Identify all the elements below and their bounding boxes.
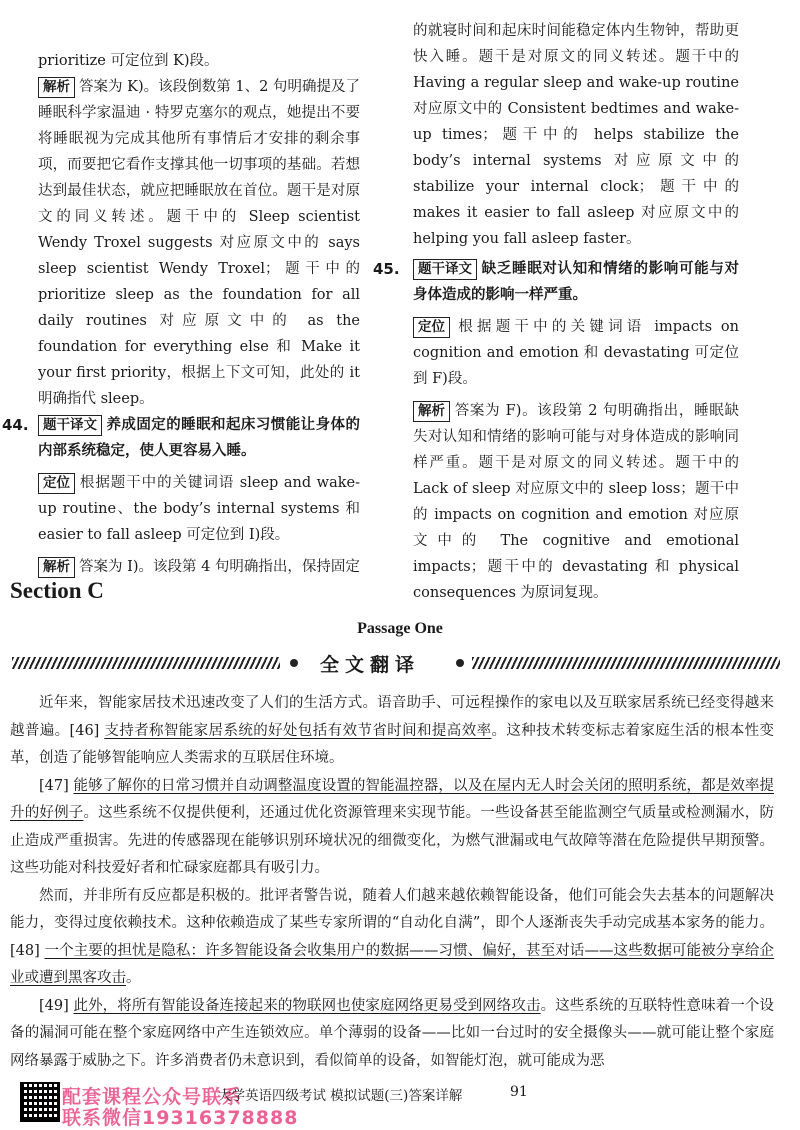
banner-title: 全文翻译 [320,654,421,676]
q45-stem-text: 缺乏睡眠对认知和情绪的影响可能与对身体造成的影响一样严重。 [413,260,739,303]
q43-analysis-text: 答案为 K)。该段倒数第 1、2 句明确提及了睡眠科学家温迪 · 特罗克塞尔的观点，她提出不要将睡眠视为完成其他所有事情后才安排的剩余事项，而要把它看作支撑其他一切事项的基础。若想达到最佳状态，就应把睡眠放在首位。题干是对原文的同义转述。题干中的 Sleep scientist Wendy Troxel suggests 对应原文中的 says sleep scientist Wendy Troxel；题干中的 prioritize sleep as the foundation for all daily routines 对应原文中的 as the foundation for everything else 和 Make it your first priority，根据上下文可知，此处的 it 明确指代 sleep。 [38,79,360,407]
q44-stem-text: 养成固定的睡眠和起床习惯能让身体的内部系统稳定，使人更容易入睡。 [38,416,360,459]
underlined-answer-48: 一个主要的担忧是隐私：许多智能设备会收集用户的数据——习惯、偏好，甚至对话——这些数据可能被分享给企业或遭到黑客攻击 [10,942,775,986]
page-footer [0,1082,800,1129]
text-run: 近年来，智能家居技术迅速改变了人们的生活方式。语音助手、可远程操作的家电以及互联家居系统已经变得越来越普遍。[46] [10,695,774,739]
underlined-answer-49: 此外，将所有智能设备连接起来的物联网也使家庭网络更易受到网络攻击 [73,997,541,1014]
watermark-line-2: 联系微信19316378888 [62,1107,299,1129]
q45-analysis [413,398,739,606]
text-run: 。这些系统的互联特性意味着一个设备的漏洞可能在整个家庭网络中产生连锁效应。单个薄弱的设备——比如一台过时的安全摄像头——就可能让整个家庭网络暴露于威胁之下。许多消费者仍未意识到，看似简单的设备，如智能灯泡，就可能成为恶 [10,997,775,1069]
exam-title: 大学英语四级考试 模拟试题(三)答案详解 [218,1088,463,1104]
locate-label: 定位 [413,317,450,338]
page-number: 91 [510,1084,528,1100]
q45-number: 45. [373,260,400,278]
q45-locate [413,314,739,392]
banner-dot-right [456,659,464,667]
q45-block [373,256,739,606]
banner-hatch-left [12,657,280,669]
q44-analysis-text: 答案为 I)。该段第 4 句明确指出，保持固定 [79,559,360,575]
analysis-label: 解析 [413,401,450,422]
section-title: Section C [10,578,104,603]
q44-locate [38,470,360,548]
text-run: 。这种技术转变标志着家庭生活的根本性变革，创造了能够智能响应人类需求的互联居住环境。 [10,722,775,766]
translation-banner [12,650,780,676]
q44-block [2,412,360,580]
text-run: [49] [39,997,74,1014]
q43-locate-tail: prioritize 可定位到 K)段。 [38,53,219,69]
translation-paragraph [10,993,774,1076]
watermark-line-1: 配套课程公众号联系 [62,1086,243,1108]
left-column [2,48,360,580]
translation-paragraph [10,690,774,773]
q45-analysis-text: 答案为 F)。该段第 2 句明确指出，睡眠缺失对认知和情绪的影响可能与对身体造成的影响同样严重。题干是对原文的同义转述。题干中的 Lack of sleep 对应原文中的 sleep loss；题干中的 impacts on cognition and emotion 对应原文中的 The cognitive and emotional impacts；题干中的 devastating 和 physical consequences 为原词复现。 [413,403,739,601]
translation-paragraph [10,883,774,993]
q43-analysis [38,74,360,412]
q45-locate-text: 根据题干中的关键词语 impacts on cognition and emotion 和 devastating 可定位到 F)段。 [413,319,739,387]
text-run: 然而，并非所有反应都是积极的。批评者警告说，随着人们越来越依赖智能设备，他们可能会失去基本的问题解决能力，变得过度依赖技术。这种依赖造成了某些专家所谓的“自动化自满”，即个人逐渐丧失手动完成基本家务的能力。[48] [10,887,774,959]
analysis-label: 解析 [38,557,75,578]
underlined-answer-47: 能够了解你的日常习惯并自动调整温度设置的智能温控器，以及在屋内无人时会关闭的照明系统，都是效率提升的好例子 [10,777,775,821]
q44-analysis [38,554,360,580]
full-translation [10,690,774,1075]
right-column [373,18,739,606]
stem-translation-label: 题干译文 [38,415,102,436]
q44-analysis-cont: 的就寝时间和起床时间能稳定体内生物钟，帮助更快入睡。题干是对原文的同义转述。题干中的 Having a regular sleep and wake-up routine 对应原文中的 Consistent bedtimes and wake-up times；题干中的 helps stabilize the body’s internal systems 对应原文中的 stabilize your internal clock；题干中的 makes it easier to fall asleep 对应原文中的 helping you fall asleep faster。 [413,23,739,247]
underlined-answer-46: 支持者称智能家居系统的好处包括有效节省时间和提高效率 [104,722,492,739]
q45-stem-translation [413,256,739,308]
q44-locate-text: 根据题干中的关键词语 sleep and wake-up routine、the body’s internal systems 和 easier to fall asleep 可定位到 I)段。 [38,475,360,543]
qr-code-icon [20,1082,60,1122]
analysis-label: 解析 [38,77,75,98]
locate-label: 定位 [38,473,75,494]
q44-stem-translation [38,412,360,464]
banner-dot-left [290,659,298,667]
banner-hatch-right [472,657,780,669]
stem-translation-label: 题干译文 [413,259,477,280]
text-run: 。 [126,970,141,986]
passage-title: Passage One [357,620,443,637]
text-run: 。这些系统不仅提供便利，还通过优化资源管理来实现节能。一些设备甚至能监测空气质量或检测漏水，防止造成严重损害。先进的传感器现在能够识别环境状况的细微变化，为燃气泄漏或电气故障等潜在危险提供早期预警。这些功能对科技爱好者和忙碌家庭都具有吸引力。 [10,805,774,876]
q44-number: 44. [2,416,29,434]
text-run: [47] [39,777,74,794]
translation-paragraph [10,773,774,883]
